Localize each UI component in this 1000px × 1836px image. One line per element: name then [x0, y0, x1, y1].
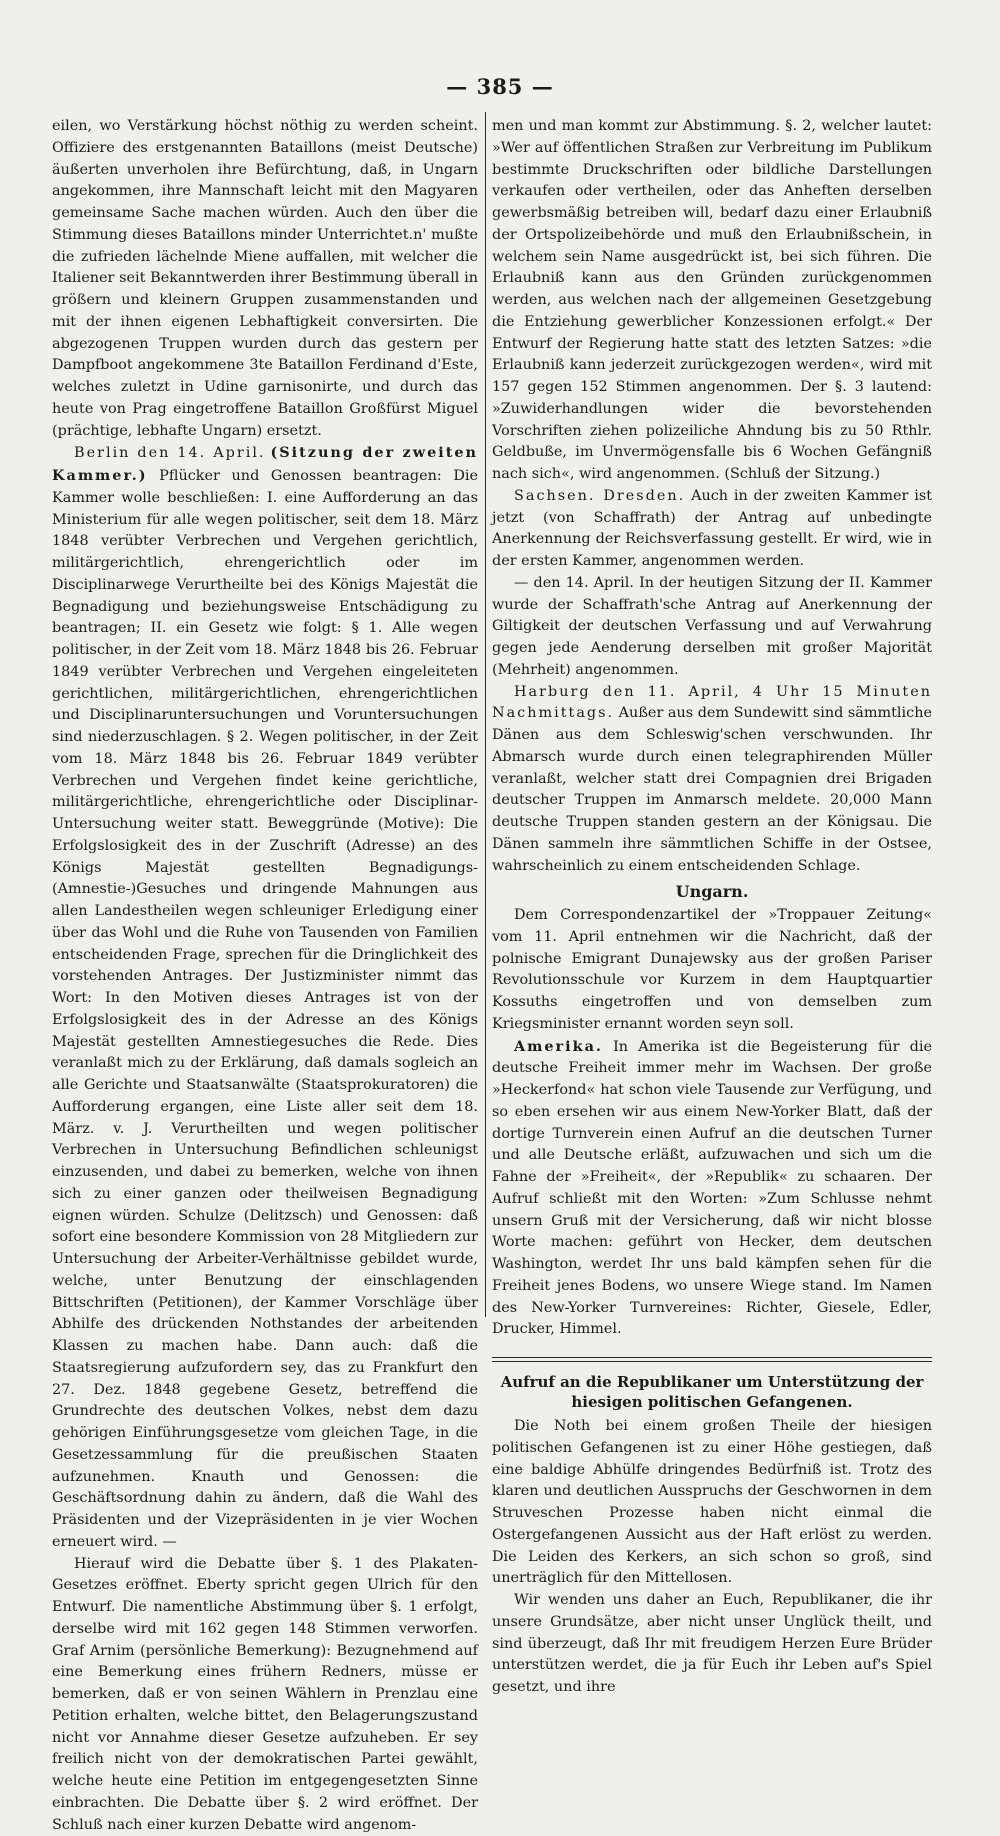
- right-column: [492, 116, 932, 1311]
- article-paragraph: — den 14. April. In der heutigen Sitzung der II. Kammer wurde der Schaffrath'sche Antrag auf Anerkennung der Giltigkeit der deutschen Verfassung und auf Verwahrung gegen jede Aenderung derselben mit großer Majorität (Mehrheit) angenommen.: [492, 573, 932, 682]
- dateline: Harburg den 11. April, 4 Uhr 15 Minuten Nachmittags.: [492, 684, 932, 722]
- article-body: Pflücker und Genossen beantragen: Die Kammer wolle beschließen: I. eine Aufforderung an das Ministerium für alle wegen politischer, seit dem 18. März 1848 verübter Verbrechen und Vergehen gerichtlich, militärgerichtlich, ehrengerichtlich oder im Disciplinarwege Verurtheilte bei des Königs Majestät die Begnadigung und beziehungsweise Entschädigung zu beantragen; II. ein Gesetz wie folgt: § 1. Alle wegen politischer, in der Zeit vom 18. März 1848 bis 26. Februar 1849 verübter Verbrechen und Vergehen eingeleiteten gerichtlichen, militärgerichtlichen, ehrengerichtlichen und Disciplinaruntersuchungen und Voruntersuchungen sind niederzuschlagen. § 2. Wegen politischer, in der Zeit vom 18. März 1848 bis 26. Februar 1849 verübter Verbrechen und Vergehen findet keine gerichtliche, militärgerichtliche, ehrengerichtliche oder Disciplinar-Untersuchung weiter statt. Beweggründe (Motive): Die Erfolgslosigkeit des in der Zuschrift (Adresse) an des Königs Majestät gestellten Begnadigungs-(Amnestie-)Gesuches und dringende Mahnungen aus allen Landestheilen wegen schleuniger Erledigung einer über das Wohl und die Ruhe von Tausenden von Familien entscheidenden Frage, sprechen für die Dringlichkeit des vorstehenden Antrages. Der Justizminister nimmt das Wort: In den Motiven dieses Antrages ist von der Erfolgslosigkeit des in der Adresse an des Königs Majestät gestellten Amnestiegesuches die Rede. Dies veranlaßt mich zu der Erklärung, daß damals sogleich an alle Gerichte und Staatsanwälte (Staatsprokuratoren) die Aufforderung ergangen, eine Liste aller seit dem 18. März. v. J. Verurtheilten und wegen politischer Verbrechen in Untersuchung Befindlichen schleunigst einzusenden, und dabei zu bemerken, welche von ihnen sich zu einer ganzen oder theilweisen Begnadigung eignen würden. Schulze (Delitzsch) und Genossen: daß sofort eine besondere Kommission von 28 Mitgliedern zur Untersuchung der Arbeiter-Verhältnisse gebildet wurde, welche, unter Benutzung der einschlagenden Bittschriften (Petitionen), der Kammer Vorschläge über Abhilfe des drückenden Nothstandes der arbeitenden Klassen zu machen habe. Dann auch: daß die Staatsregierung aufzufordern sey, das zu Frankfurt den 27. Dez. 1848 gegebene Gesetz, betreffend die Grundrechte des deutschen Volkes, nebst dem dazu gehörigen Einführungsgesetze vom gleichen Tage, in die Gesetzessammlung für die preußischen Staaten aufzunehmen. Knauth und Genossen: die Geschäftsordnung dahin zu ändern, daß die Wahl des Präsidenten und der Vizepräsidenten in je vier Wochen erneuert wird. —: [52, 468, 478, 1550]
- left-column: [52, 116, 478, 1311]
- appeal-title: Aufruf an die Republikaner um Unterstützung der hiesigen politischen Gefangenen.: [492, 1372, 932, 1412]
- page-number: — 385 —: [0, 74, 1000, 110]
- dateline: Amerika.: [514, 1038, 603, 1055]
- article-paragraph: men und man kommt zur Abstimmung. §. 2, welcher lautet: »Wer auf öffentlichen Straßen zur Verbreitung im Publikum bestimmte Druckschriften oder bildliche Darstellungen verkaufen oder vertheilen, oder das Anheften derselben gewerbsmäßig betreiben will, bedarf dazu einer Erlaubniß der Ortspolizeibehörde und muß den Erlaubnißschein, in welchem sein Name ausgedrückt ist, bei sich führen. Die Erlaubniß kann aus den Gründen zurückgenommen werden, aus welchen nach der allgemeinen Gesetzgebung die Entziehung gewerblicher Konzessionen erfolgt.« Der Entwurf der Regierung hatte statt des letzten Satzes: »die Erlaubniß kann jederzeit zurückgezogen werden«, wird mit 157 gegen 152 Stimmen angenommen. Der §. 3 lautend: »Zuwiderhandlungen wider die bevorstehenden Vorschriften ziehen polizeiliche Ahndung bis zu 50 Rthlr. Geldbuße, im Unvermögensfalle bis 6 Wochen Gefängniß nach sich«, wird angenommen. (Schluß der Sitzung.): [492, 116, 932, 486]
- column-divider: [485, 112, 486, 1317]
- article-paragraph: eilen, wo Verstärkung höchst nöthig zu werden scheint. Offiziere des erstgenannten Bataillons (meist Deutsche) äußerten unverholen ihre Befürchtung, daß, in Ungarn angekommen, ihre Mannschaft leicht mit den Magyaren gemeinsame Sache machen würden. Auch den über die Stimmung dieses Bataillons minder Unterrichtet.n' mußte die zufrieden lächelnde Miene auffallen, mit welcher die Italiener seit Bekanntwerden ihrer Bestimmung überall in größern und kleinern Gruppen zusammenstanden und mit der ihnen eigenen Lebhaftigkeit conversirten. Die abgezogenen Truppen wurden durch das gestern per Dampfboot angekommene 3te Bataillon Ferdinand d'Este, welches zuletzt in Udine garnisonirte, und durch das heute von Prag eingetroffene Bataillon Großfürst Miguel (prächtige, lebhafte Ungarn) ersetzt.: [52, 116, 478, 442]
- article-body: Auch in der zweiten Kammer ist jetzt (von Schaffrath) der Antrag auf unbedingte Anerkennung der Reichsverfassung gestellt. Er wird, wie in der ersten Kammer, angenommen werden.: [492, 488, 932, 569]
- article-paragraph: [492, 1036, 932, 1342]
- article-body: Außer aus dem Sundewitt sind sämmtliche Dänen aus dem Schleswig'schen verschwunden. Ihr Abmarsch wurde durch einen telegraphirenden Müller veranlaßt, welcher statt drei Compagnien drei Brigaden deutscher Truppen im Anmarsch meldete. 20,000 Mann deutsche Truppen standen gestern an der Königsau. Die Dänen sammeln ihre sämmtlichen Schiffe in der Ostsee, wahrscheinlich zu einem entscheidenden Schlage.: [492, 705, 932, 873]
- section-divider: [492, 1357, 932, 1362]
- article-paragraph: Dem Correspondenzartikel der »Troppauer Zeitung« vom 11. April entnehmen wir die Nachricht, daß der polnische Emigrant Dunajewsky aus der großen Pariser Revolutionsschule vor Kurzem in dem Hauptquartier Kossuths eingetroffen und von demselben zum Kriegsminister ernannt worden seyn soll.: [492, 905, 932, 1036]
- article-paragraph: Die Noth bei einem großen Theile der hiesigen politischen Gefangenen ist zu einer Höhe gestiegen, daß eine baldige Abhülfe dringendes Bedürfniß ist. Trotz des klaren und deutlichen Ausspruchs der Geschwornen in dem Struveschen Prozesse haben nicht einmal die Ostergefangenen Aussicht aus der Haft erlöst zu werden. Die Leiden des Kerkers, an sich schon so groß, sind unerträglich für den Mittellosen.: [492, 1416, 932, 1590]
- article-paragraph: Hierauf wird die Debatte über §. 1 des Plakaten-Gesetzes eröffnet. Eberty spricht gegen Ulrich für den Entwurf. Die namentliche Abstimmung über §. 1 erfolgt, derselbe wird mit 162 gegen 148 Stimmen verworfen. Graf Arnim (persönliche Bemerkung): Bezugnehmend auf eine Bemerkung eines frühern Redners, müsse er bemerken, daß er von seinen Wählern in Prenzlau eine Petition erhalten, welche bittet, den Belagerungszustand nicht vor Annahme dieser Gesetze aufzuheben. Er sey freilich nicht von der demokratischen Partei gewählt, welche heute eine Petition im entgegengesetzten Sinne einbrachten. Die Debatte über §. 2 wird eröffnet. Der Schluß nach einer kurzen Debatte wird angenom-: [52, 1554, 478, 1836]
- section-heading-ungarn: Ungarn.: [492, 881, 932, 903]
- dateline: Berlin den 14. April.: [74, 445, 266, 461]
- section-heading: (Sitzung der zweiten Kammer.): [52, 444, 478, 484]
- article-paragraph: [52, 442, 478, 1553]
- article-paragraph: Wir wenden uns daher an Euch, Republikaner, die ihr unsere Grundsätze, aber nicht unser Unglück theilt, und sind überzeugt, daß Ihr mit freudigem Herzen Eure Brüder unterstützen werdet, die ja für Euch ihr Leben auf's Spiel gesetzt, und ihre: [492, 1590, 932, 1699]
- article-body: In Amerika ist die Begeisterung für die deutsche Freiheit immer mehr im Wachsen. Der große »Heckerfond« hat schon viele Tausende zur Verfügung, und so eben ersehen wir aus einem New-Yorker Blatt, daß der dortige Turnverein einen Aufruf an die deutschen Turner und alle Deutsche erläßt, aufzuwachen und sich um die Fahne der »Freiheit«, der »Republik« zu schaaren. Der Aufruf schließt mit den Worten: »Zum Schlusse nehmt unsern Gruß mit der Versicherung, daß wir nicht blosse Worte machen: geführt von Hecker, dem deutschen Washington, werdet Ihr uns bald kämpfen sehen für die Freiheit jenes Bodens, wo unsere Wiege stand. Im Namen des New-Yorker Turnvereines: Richter, Giesele, Edler, Drucker, Himmel.: [492, 1039, 932, 1338]
- dateline: Sachsen. Dresden.: [514, 488, 685, 504]
- article-paragraph: [492, 486, 932, 573]
- article-paragraph: [492, 682, 932, 878]
